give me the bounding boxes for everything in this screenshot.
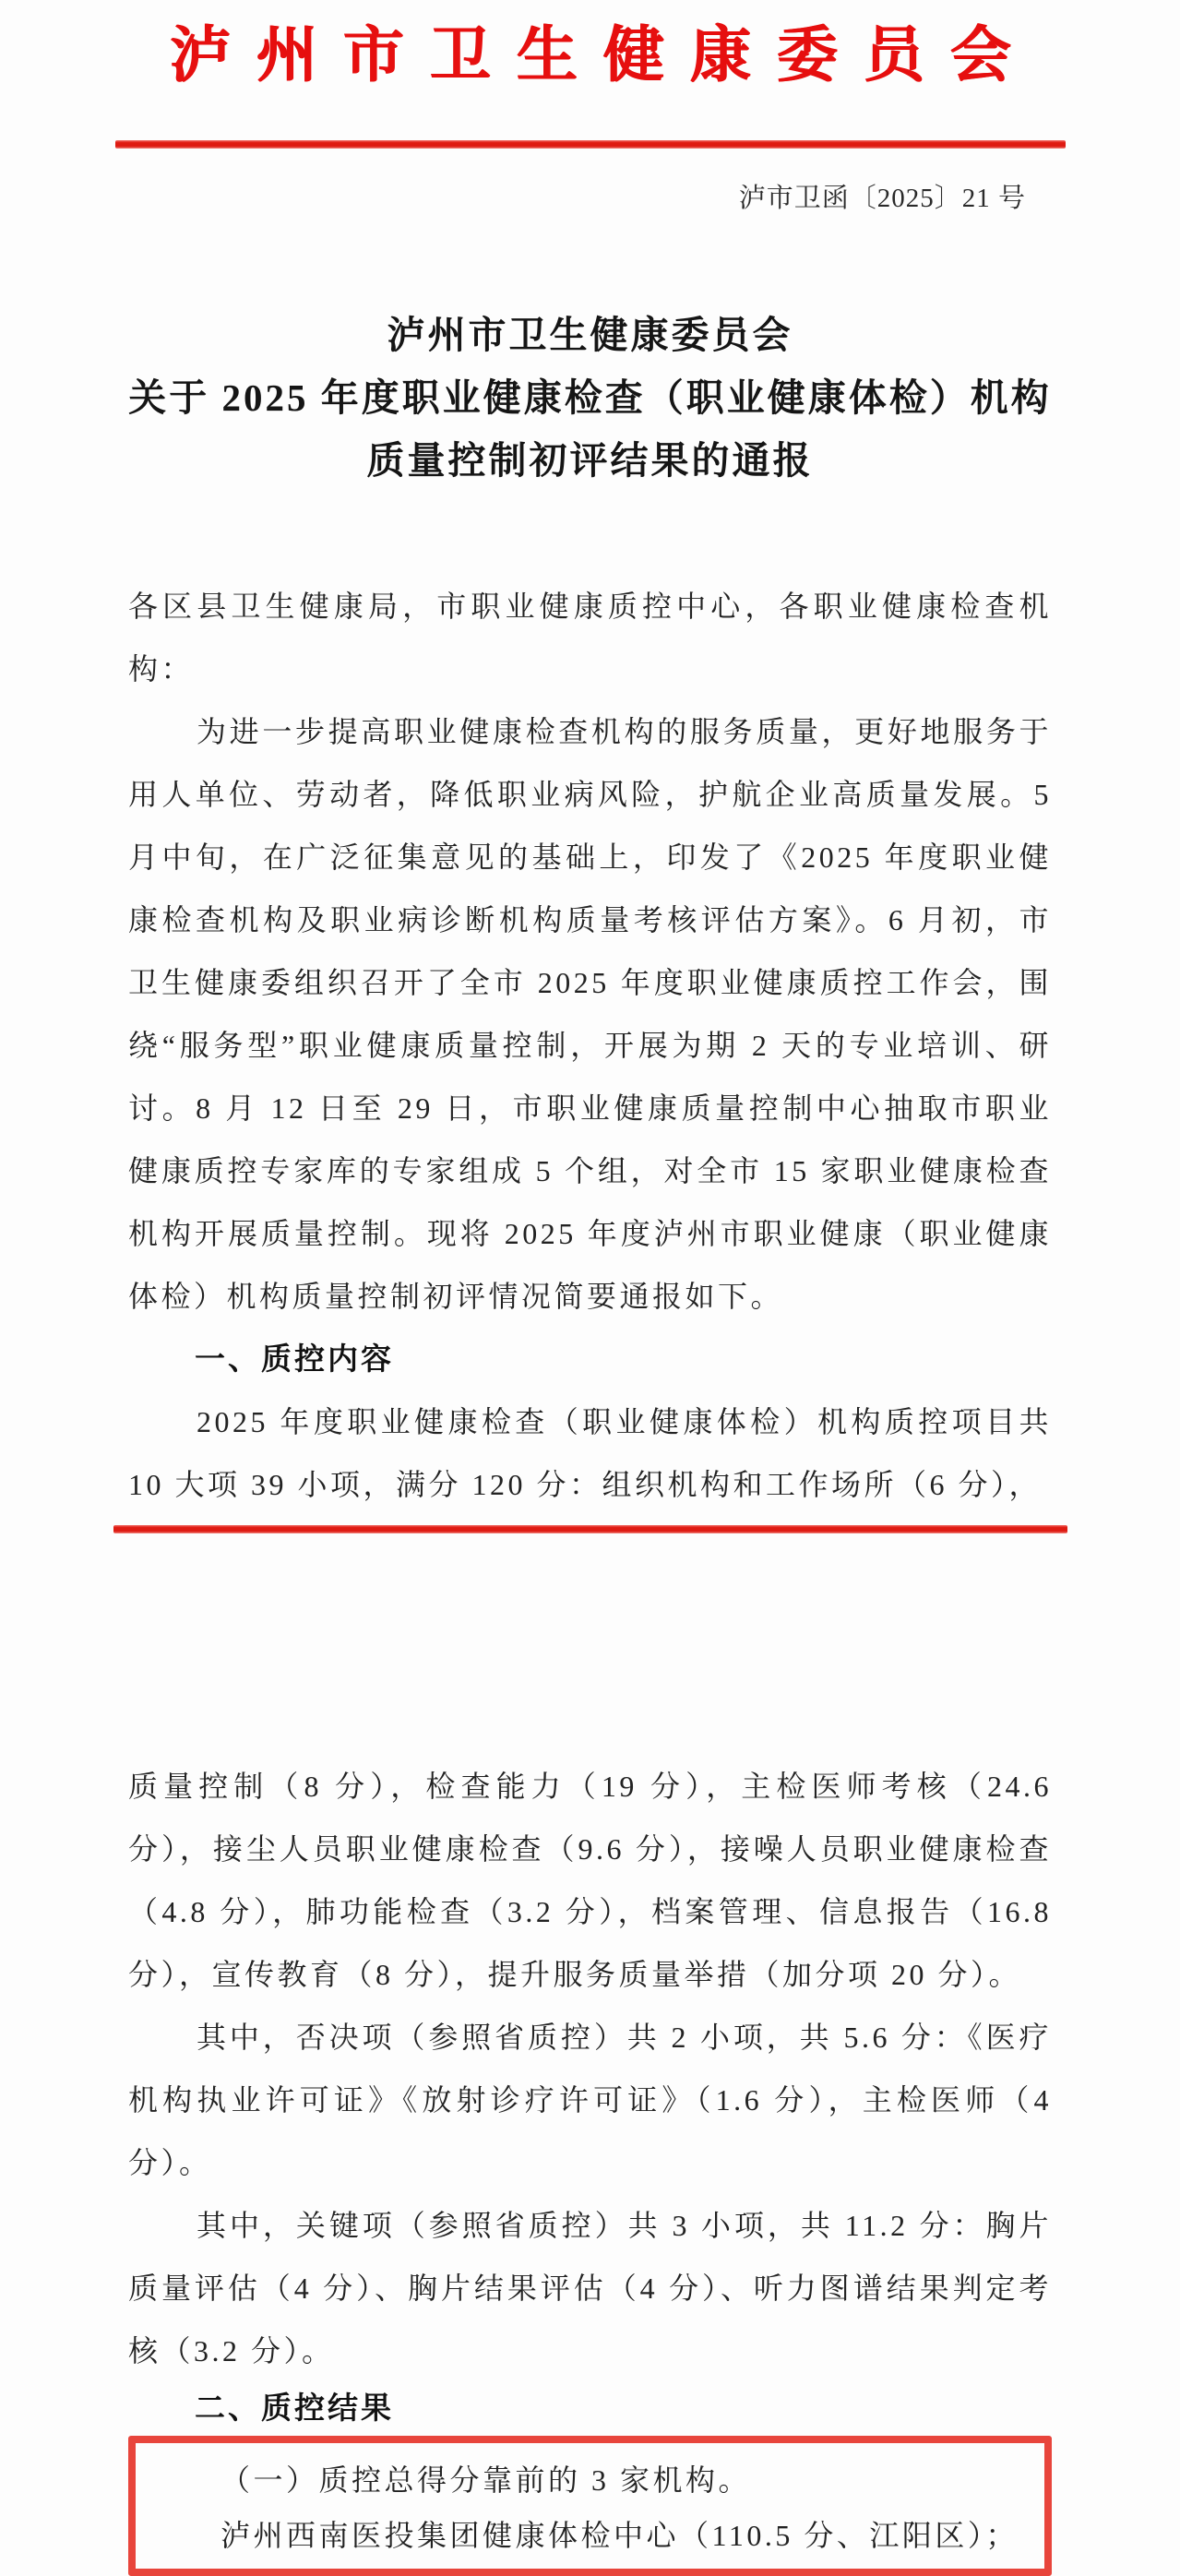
document-number: 泸市卫函〔2025〕21 号 xyxy=(738,184,1026,213)
paragraph-items-page1: 2025 年度职业健康检查（职业健康体检）机构质控项目共 10 大项 39 小项，满分 120 分：组织机构和工作场所（6 分）， xyxy=(128,1405,1052,1501)
highlight-box xyxy=(128,2436,1052,2576)
paragraph-veto-items: 其中，否决项（参照省质控）共 2 小项，共 5.6 分：《医疗机构执业许可证》《放射诊疗许可证》（1.6 分），主检医师（4 分）。 xyxy=(128,2021,1052,2179)
section-heading-quality-control-results: 二、质控结果 xyxy=(195,2391,394,2425)
paragraph-key-items: 其中，关键项（参照省质控）共 3 小项，共 11.2 分：胸片质量评估（4 分）、胸片结果评估（4 分）、听力图谱结果判定考核（3.2 分）。 xyxy=(128,2209,1052,2367)
paragraph-items-page2: 质量控制（8 分），检查能力（19 分），主检医师考核（24.6 分），接尘人员职业健康检查（9.6 分），接噪人员职业健康检查（4.8 分），肺功能检查（3.2 分），档案管理、信息报告（16.8 分），宣传教育（8 分），提升服务质量举措（加分项 20 分）。 xyxy=(128,1770,1052,1991)
letterhead-title: 泸州市卫生健康委员会 xyxy=(169,22,1037,89)
document-title-line-3: 质量控制初评结果的通报 xyxy=(366,439,814,482)
page-break-red-rule xyxy=(113,1525,1067,1533)
document-title-line-1: 泸州市卫生健康委员会 xyxy=(387,314,793,356)
paragraph-intro: 为进一步提高职业健康检查机构的服务质量，更好地服务于用人单位、劳动者，降低职业病风险，护航企业高质量发展。5 月中旬，在广泛征集意见的基础上，印发了《2025 年度职业健康检查机构及职业病诊断机构质量考核评估方案》。6 月初，市卫生健康委组织召开了全市 2025 年度职业健康质控工作会，围绕“服务型”职业健康质量控制，开展为期 2 天的专业培训、研讨。8 月 12 日至 29 日，市职业健康质量控制中心抽取市职业健康质控专家库的专家组成 5 个组，对全市 15 家职业健康检查机构开展质量控制。现将 2025 年度泸州市职业健康（职业健康体检）机构质量控制初评情况简要通报如下。 xyxy=(128,715,1052,1313)
highlight-entry-1: 泸州西南医投集团健康体检中心（110.5 分、江阳区）； xyxy=(221,2519,1019,2552)
highlight-subheading: （一）质控总得分靠前的 3 家机构。 xyxy=(221,2463,752,2497)
section-heading-quality-control-content: 一、质控内容 xyxy=(195,1342,394,1376)
document-body xyxy=(128,575,1052,1516)
document-title xyxy=(128,304,1052,492)
document-body-page2 xyxy=(128,1755,1052,2576)
salutation: 各区县卫生健康局，市职业健康质控中心，各职业健康检查机构： xyxy=(128,590,1052,686)
document-title-line-2: 关于 2025 年度职业健康检查（职业健康体检）机构 xyxy=(128,376,1052,419)
letterhead-red-rule xyxy=(115,140,1066,149)
